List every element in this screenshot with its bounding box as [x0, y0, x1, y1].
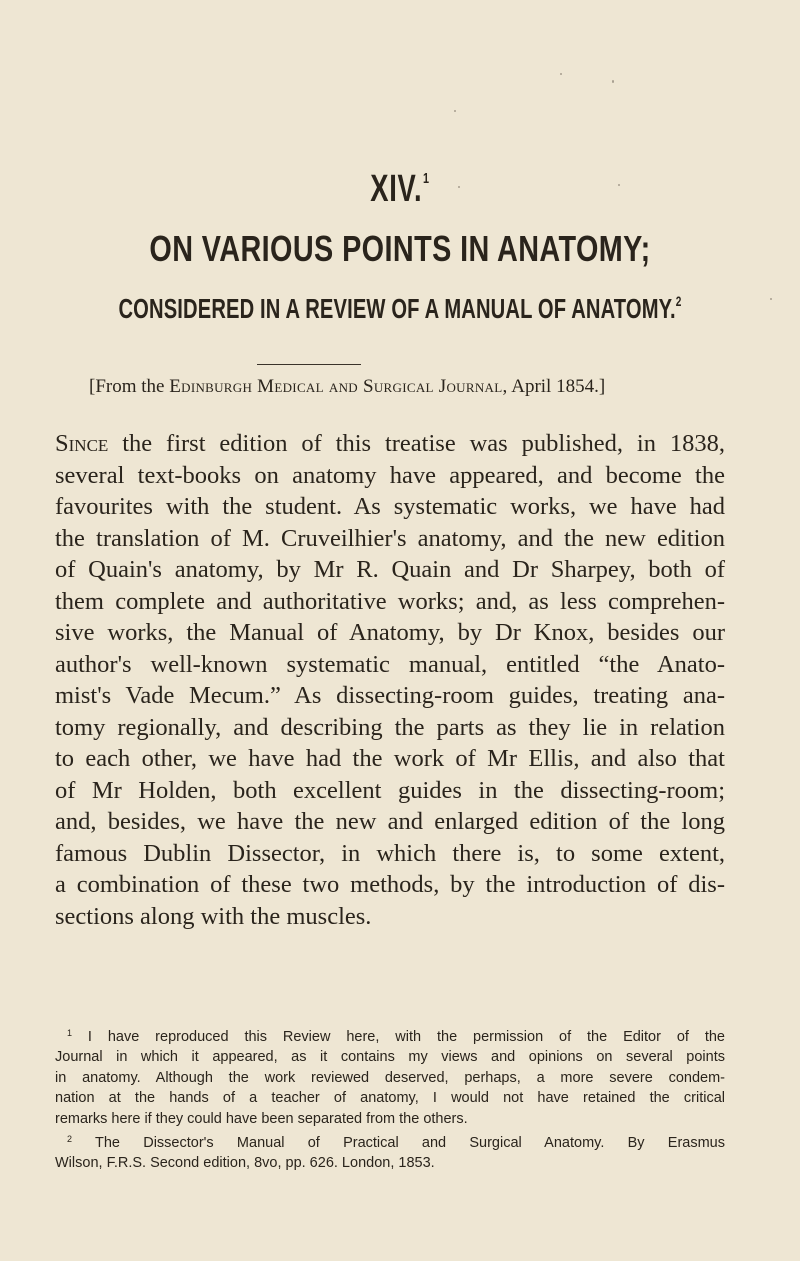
body-line: and, besides, we have the new and enlarged edition of the long [55, 808, 725, 835]
body-line: sections along with the muscles. [55, 902, 372, 930]
drop-word: Since [55, 430, 109, 457]
footnote-ref-1: 1 [423, 170, 430, 187]
footnote-ref-2: 2 [675, 293, 682, 309]
title-line-2-text: CONSIDERED IN A REVIEW OF A MANUAL OF ANATOMY. [118, 293, 676, 324]
paper-speck [454, 110, 456, 112]
body-line: author's well-known systematic manual, entitled “the Anato- [55, 650, 725, 678]
body-line-text: the first edition of this treatise was published, in 1838, [108, 430, 725, 457]
source-prefix: [From the [89, 376, 165, 397]
footnote-1-line [55, 1023, 725, 1047]
footnote-1-line: nation at the hands of a teacher of anatomy, I would not have retained the critical [55, 1090, 725, 1107]
body-line [55, 428, 725, 460]
source-note [89, 376, 749, 398]
body-line: the translation of M. Cruveilhier's anatomy, and the new edition [55, 524, 725, 552]
footnote-2-line [55, 1129, 725, 1153]
body-line: to each other, we have had the work of Mr Ellis, and also that [55, 745, 725, 772]
footnote-1-line: Journal in which it appeared, as it contains my views and opinions on several points [55, 1049, 725, 1066]
body-line: a combination of these two methods, by the introduction of dis- [55, 871, 725, 898]
footnote-2-text: The Dissector's Manual of Practical and Surgical Anatomy. By Erasmus [95, 1135, 725, 1152]
chapter-number [112, 168, 688, 211]
title-line-2 [112, 293, 688, 325]
title-rule [257, 364, 361, 365]
paper-speck [560, 73, 562, 75]
chapter-number-text: XIV. [370, 168, 423, 210]
body-line: famous Dublin Dissector, in which there is, to some extent, [55, 839, 725, 867]
source-date: April 1854.] [511, 376, 606, 397]
paper-speck [612, 80, 614, 83]
footnote-1-marker: 1 [67, 1028, 73, 1038]
footnote-1-line: in anatomy. Although the work reviewed deserved, perhaps, a more severe condem- [55, 1069, 725, 1086]
footnotes [55, 1023, 725, 1174]
body-line: several text-books on anatomy have appeared, and become the [55, 461, 725, 489]
footnote-1-line: remarks here if they could have been separated from the others. [55, 1110, 468, 1127]
source-journal: Edinburgh Medical and Surgical Journal, [169, 376, 508, 397]
body-line: tomy regionally, and describing the parts as they lie in relation [55, 713, 725, 741]
footnote-2-marker: 2 [67, 1134, 73, 1145]
body-paragraph [55, 428, 725, 932]
body-line: favourites with the student. As systematic works, we have had [55, 493, 725, 520]
body-line: them complete and authoritative works; and, as less comprehen- [55, 587, 725, 615]
title-line-1: ON VARIOUS POINTS IN ANATOMY; [149, 228, 651, 269]
paper-speck [770, 298, 772, 300]
body-line: of Mr Holden, both excellent guides in the dissecting-room; [55, 776, 725, 804]
body-line: sive works, the Manual of Anatomy, by Dr Knox, besides our [55, 619, 725, 646]
body-line: of Quain's anatomy, by Mr R. Quain and Dr Sharpey, both of [55, 556, 725, 583]
footnote-2-line: Wilson, F.R.S. Second edition, 8vo, pp. 626. London, 1853. [55, 1155, 435, 1172]
footnote-1-text: I have reproduced this Review here, with the permission of the Editor of the [87, 1029, 725, 1045]
body-line: mist's Vade Mecum.” As dissecting-room guides, treating ana- [55, 682, 725, 709]
